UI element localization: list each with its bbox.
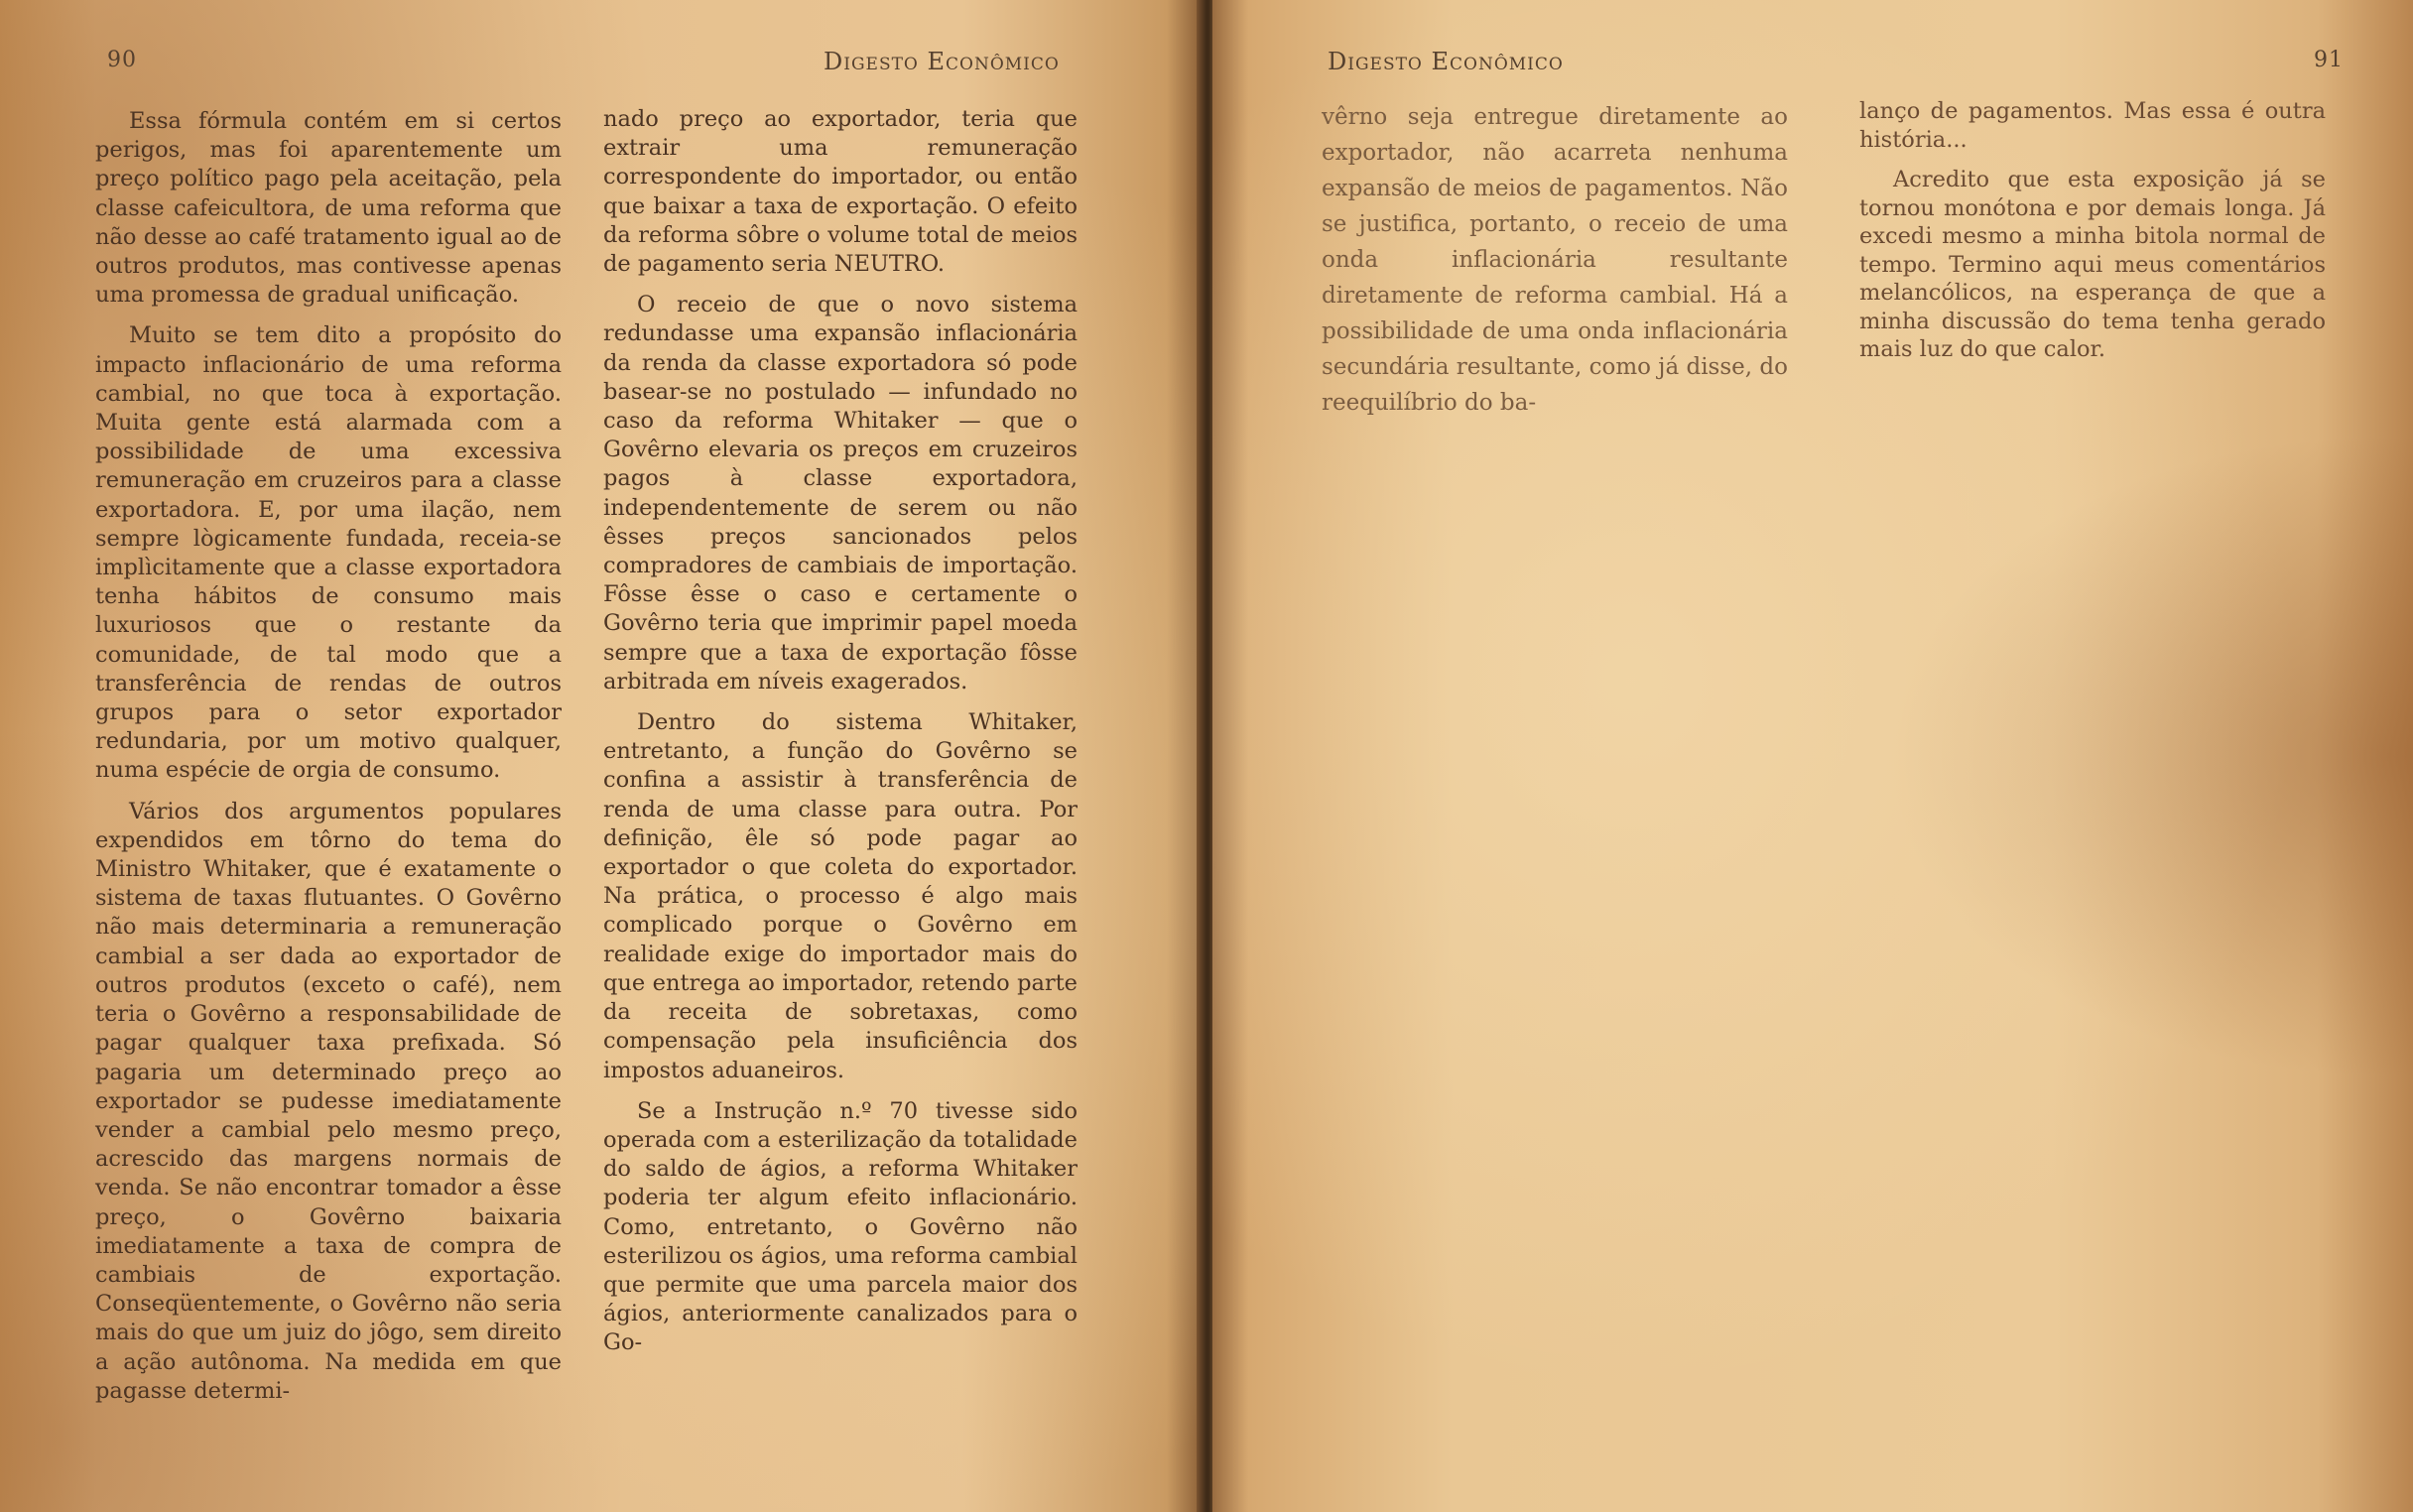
paragraph: O receio de que o novo sistema redundasse uma expansão inflacionária da renda da classe exportadora só pode basear-se no postulado — infundado no caso da reforma Whitaker — que o Govêrno elevaria os preços em cruzeiros pagos à classe exportadora, independentemente de serem ou não êsses preços sancionados pelos compradores de cambiais de importação. Fôsse êsse o caso e certamente o Govêrno teria que imprimir papel moeda sempre que a taxa de exportação fôsse arbitrada em níveis exagerados. bbox=[603, 292, 1078, 694]
running-title-right: Digesto Econômico bbox=[1328, 48, 1564, 75]
paragraph: Muito se tem dito a propósito do impacto inflacionário de uma reforma cambial, no que toca à exportação. Muita gente está alarmada com a possibilidade de uma excessiva remuneração em cruzeiros para a classe exportadora. E, por uma ilação, nem sempre lògicamente fundada, receia-se implìcitamente que a classe exportadora tenha hábitos de consumo mais luxuriosos que o restante da comunidade, de tal modo que a transferência de rendas de outros grupos para o setor exportador redundaria, por um motivo qualquer, numa espécie de orgia de consumo. bbox=[95, 322, 562, 784]
page-number-right: 91 bbox=[2314, 48, 2344, 72]
paragraph: Vários dos argumentos populares expendidos em tôrno do tema do Ministro Whitaker, que é exatamente o sistema de taxas flutuantes. O Govêrno não mais determinaria a remuneração cambial a ser dada ao exportador de outros produtos (exceto o café), nem teria o Govêrno a responsabilidade de pagar qualquer taxa prefixada. Só pagaria um determinado preço ao exportador se pudesse imediatamente vender a cambial pelo mesmo preço, acrescido das margens normais de venda. Se não encontrar tomador a êsse preço, o Govêrno baixaria imediatamente a taxa de compra de cambiais de exportação. Conseqüentemente, o Govêrno não seria mais do que um juiz do jôgo, sem direito a ação autônoma. Na medida em que pagasse determi- bbox=[95, 798, 562, 1404]
paragraph: vêrno seja entregue diretamente ao exportador, não acarreta nenhuma expansão de meios de pagamentos. Não se justifica, portanto, o receio de uma onda inflacionária resultante diretamente de reforma cambial. Há a possibilidade de uma onda inflacionária secundária resultante, como já disse, do reequilíbrio do ba- bbox=[1322, 104, 1788, 416]
left-page bbox=[0, 0, 1203, 1512]
paragraph: Se a Instrução n.º 70 tivesse sido operada com a esterilização da totalidade do saldo de ágios, a reforma Whitaker poderia ter algum efeito inflacionário. Como, entretanto, o Govêrno não esterilizou os ágios, uma reforma cambial que permite que uma parcela maior dos ágios, anteriormente canalizados para o Go- bbox=[603, 1097, 1078, 1356]
right-page bbox=[1212, 0, 2413, 1512]
left-page-column-2 bbox=[603, 105, 1078, 1370]
left-page-column-1 bbox=[95, 107, 562, 1418]
right-page-column-2 bbox=[1859, 97, 2326, 376]
paragraph: nado preço ao exportador, teria que extrair uma remuneração correspondente do importador, ou então que baixar a taxa de exportação. O efeito da reforma sôbre o volume total de meios de pagamento seria NEUTRO. bbox=[603, 106, 1078, 278]
page-number-left: 90 bbox=[107, 48, 137, 72]
paragraph: Acredito que esta exposição já se tornou monótona e por demais longa. Já excedi mesmo a minha bitola normal de tempo. Termino aqui meus comentários melancólicos, na esperança de que a minha discussão do tema tenha gerado mais luz do que calor. bbox=[1859, 167, 2326, 362]
paragraph: Dentro do sistema Whitaker, entretanto, a função do Govêrno se confina a assistir à transferência de renda de uma classe para outra. Por definição, êle só pode pagar ao exportador o que coleta do exportador. Na prática, o processo é algo mais complicado porque o Govêrno em realidade exige do importador mais do que entrega ao importador, retendo parte da receita de sobretaxas, como compensação pela insuficiência dos impostos aduaneiros. bbox=[603, 709, 1078, 1083]
paragraph: lanço de pagamentos. Mas essa é outra história... bbox=[1859, 98, 2326, 153]
paragraph: Essa fórmula contém em si certos perigos, mas foi aparentemente um preço político pago pela aceitação, pela classe cafeicultora, de uma reforma que não desse ao café tratamento igual ao de outros produtos, mas contivesse apenas uma promessa de gradual unificação. bbox=[95, 108, 562, 309]
running-title-left: Digesto Econômico bbox=[824, 48, 1060, 75]
right-page-column-1 bbox=[1322, 99, 1788, 433]
